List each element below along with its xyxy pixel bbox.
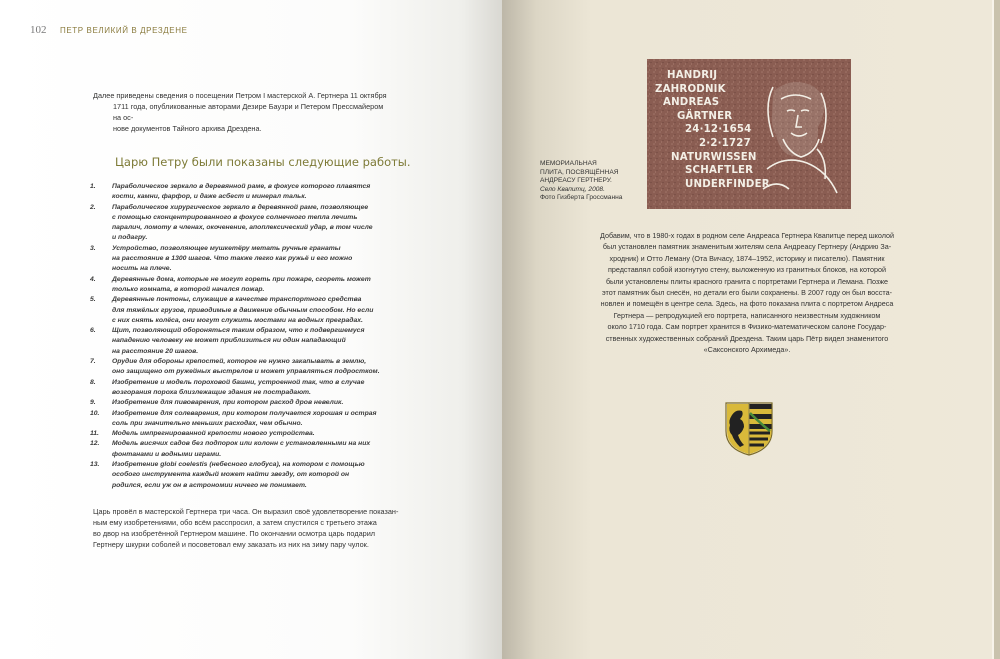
intro-line: 1711 года, опубликованные авторами Дезире Баузри и Петером Прессмайером на ос- [113, 102, 384, 122]
intro-line: Далее приведены сведения о посещении Петром I мастерской А. Гертнера 11 октября [93, 91, 387, 100]
photo-caption [540, 160, 640, 203]
list-item-line: родился, если уж он в астрономии ничего не понимает. [112, 481, 307, 489]
list-item-line: Изобретение для пивоварения, при котором расход дров невелик. [112, 399, 344, 407]
plaque-line: ANDREAS [663, 97, 720, 109]
right-line: был установлен памятник знаменитым жителям села Андреасу Гертнеру (Андрию За- [602, 242, 892, 252]
works-list-item [90, 357, 410, 378]
plaque-line: SCHAFTLER [685, 165, 754, 177]
caption-title-line: МЕМОРИАЛЬНАЯ [540, 160, 597, 167]
plaque-line: 24·12·1654 [685, 124, 752, 136]
list-item-line: Орудие для обороны крепостей, которое не нужно закапывать в землю, [112, 358, 367, 366]
list-item-line: Деревянные дома, которые не могут гореть при пожаре, сгореть может [112, 275, 371, 283]
right-line: ственных художественных собраний Дрездена. Таким царь Пётр видел знаменитого [605, 333, 889, 343]
list-item-line: Изобретение globi coelestis (небесного глобуса), на котором с помощью [112, 461, 365, 469]
list-item-number: 10. [90, 409, 100, 417]
closing-line: Гертнеру шкурки соболей и посоветовал ему заказать из них на зиму пару чулок. [93, 540, 369, 549]
right-line: этот памятник был снесён, но детали его были сохранены. В 2007 году он был восста- [602, 288, 892, 298]
right-paragraph [597, 230, 897, 355]
list-item-number: 13. [90, 461, 100, 469]
intro-line: нове документов Тайного архива Дрездена. [113, 124, 262, 133]
list-item-line: Устройство, позволяющее мушкетёру метать ручные гранаты [112, 244, 341, 252]
plaque-line: HANDRIJ [667, 70, 718, 81]
works-list-item [90, 378, 410, 399]
list-item-line: Модель импрегнированной крепости нового устройства. [112, 430, 315, 438]
list-item-line: Щит, позволяющий обороняться таким образом, что к подвергшемуся [112, 327, 365, 335]
works-list-item [90, 460, 410, 491]
list-item-number: 5. [90, 296, 96, 304]
closing-paragraph [93, 506, 408, 550]
list-item-line: с них снять колёса, они могут служить мостами на водных преградах. [112, 316, 363, 324]
saxony-coat-of-arms-icon [724, 401, 774, 457]
list-item-number: 3. [90, 244, 96, 252]
works-list [90, 182, 410, 491]
right-line: «Саксонского Архимеда». [703, 345, 791, 355]
list-item-number: 2. [90, 203, 96, 211]
list-item-line: и подагру. [112, 234, 148, 242]
list-item-line: соль при значительно меньших расходах, чем обычно. [112, 419, 303, 427]
list-item-line: особого инструмента каждый может найти звезду, от которой он [112, 471, 350, 479]
list-item-line: Параболическое зеркало в деревянной раме, в фокусе которого плавятся [112, 183, 371, 190]
right-line: около 1710 года. Сам портрет хранится в Физико-математическом салоне Государ- [607, 322, 887, 332]
works-list-item [90, 409, 410, 430]
plaque-line: ZAHRODNIK [655, 83, 726, 95]
list-item-number: 4. [90, 275, 96, 283]
list-item-number: 9. [90, 399, 96, 407]
works-list-item [90, 244, 410, 275]
list-item-number: 6. [90, 327, 96, 335]
list-item-number: 7. [90, 358, 96, 366]
caption-credit: Фото Гизберта Гроссманна [540, 194, 623, 202]
list-item-line: носить на плече. [112, 265, 172, 273]
works-heading: Царю Петру были показаны следующие работы. [115, 155, 411, 169]
caption-place: Село Квапитц, 2008. [540, 185, 605, 193]
closing-line: Царь провёл в мастерской Гертнера три часа. Он выразил своё удовлетворение показан- [93, 507, 399, 516]
list-item-line: кости, камни, фарфор, и даже асбест и минерал тальк. [112, 193, 307, 201]
right-line: Добавим, что в 1980-х годах в родном селе Андреаса Гертнера Квапитце перед школой [600, 231, 894, 240]
list-item-line: Изобретение для солеварения, при котором получается хорошая и острая [112, 409, 377, 417]
list-item-number: 1. [90, 183, 96, 190]
right-line: новлен и помещён в центре села. Здесь, на фото показана плита с портретом Андреса [600, 299, 894, 309]
works-list-item [90, 429, 410, 439]
right-line: Гертнера — репродукцией его портрета, написанного неизвестным художником [613, 310, 881, 320]
works-list-item [90, 275, 410, 296]
page-edge [994, 0, 1000, 659]
list-item-line: Деревянные понтоны, служащие в качестве транспортного средства [112, 296, 362, 304]
right-line: хродник) и Отто Леману (Ота Вичасу, 1874–1952, историку и писателю). Памятник [609, 253, 885, 263]
list-item-line: Изобретение и модель пороховой башни, устроенной так, что в случае [112, 378, 365, 386]
plaque-line: GÄRTNER [677, 110, 733, 122]
list-item-line: на расстояние 20 шагов. [112, 347, 199, 355]
works-list-item [90, 439, 410, 460]
plaque-line: NATURWISSEN [671, 151, 757, 163]
list-item-line: Модель висячих садов без подпорок или колонн с установленными на них [112, 440, 371, 448]
memorial-plaque-photo [647, 59, 851, 209]
works-list-item [90, 203, 410, 244]
list-item-number: 8. [90, 378, 96, 386]
list-item-line: фонтанами и водными играми. [112, 450, 222, 458]
list-item-line: оно защищено от ружейных выстрелов и может управляться подростком. [112, 368, 380, 376]
list-item-line: на расстояние в 1300 шагов. Что также легко как ружьё и его можно [112, 255, 353, 263]
list-item-line: Параболическое хирургическое зеркало в деревянной раме, позволяющее [112, 203, 369, 211]
works-list-item [90, 182, 410, 203]
caption-title-line: ПЛИТА, ПОСВЯЩЁННАЯ [540, 168, 619, 176]
list-item-line: только комната, в которой начался пожар. [112, 285, 265, 293]
right-line: представлял собой изогнутую стену, выложенную из гранитных блоков, на которой [607, 265, 887, 275]
plaque-line: 2·2·1727 [699, 137, 751, 149]
list-item-line: паралич, ломоту в членах, окоченение, апоплексический удар, в том числе [112, 224, 373, 232]
plaque-inscription [655, 69, 775, 191]
running-head: ПЕТР ВЕЛИКИЙ В ДРЕЗДЕНЕ [60, 26, 188, 35]
page-number: 102 [30, 24, 47, 36]
works-list-item [90, 295, 410, 326]
intro-paragraph [93, 90, 393, 134]
caption-title-line: АНДРЕАСУ ГЕРТНЕРУ. [540, 177, 612, 185]
right-line: были установлены плиты красного гранита с портретами Гертнера и Лемана. Позже [605, 276, 889, 286]
closing-line: во двор на изобретённой Гертнером машине. По окончании осмотра царь подарил [93, 529, 376, 538]
list-item-number: 11. [90, 430, 99, 438]
closing-line: ным ему изобретениями, обо всём расспросил, а затем спустился с третьего этажа [93, 518, 377, 527]
works-list-item [90, 398, 410, 408]
list-item-line: возгорания пороха близлежащие здания не пострадают. [112, 388, 311, 396]
works-list-item [90, 326, 410, 357]
list-item-line: нападению человеку не может приблизиться ни один нападающий [112, 337, 346, 345]
list-item-line: для тяжёлых грузов, приводимые в движение обычным способом. Но если [112, 306, 374, 314]
list-item-number: 12. [90, 440, 100, 448]
list-item-line: с помощью сконцентрированного в фокусе солнечного тепла лечить [112, 213, 358, 221]
page-edge-highlight [992, 0, 994, 659]
plaque-line: UNDERFINDER [685, 178, 770, 190]
